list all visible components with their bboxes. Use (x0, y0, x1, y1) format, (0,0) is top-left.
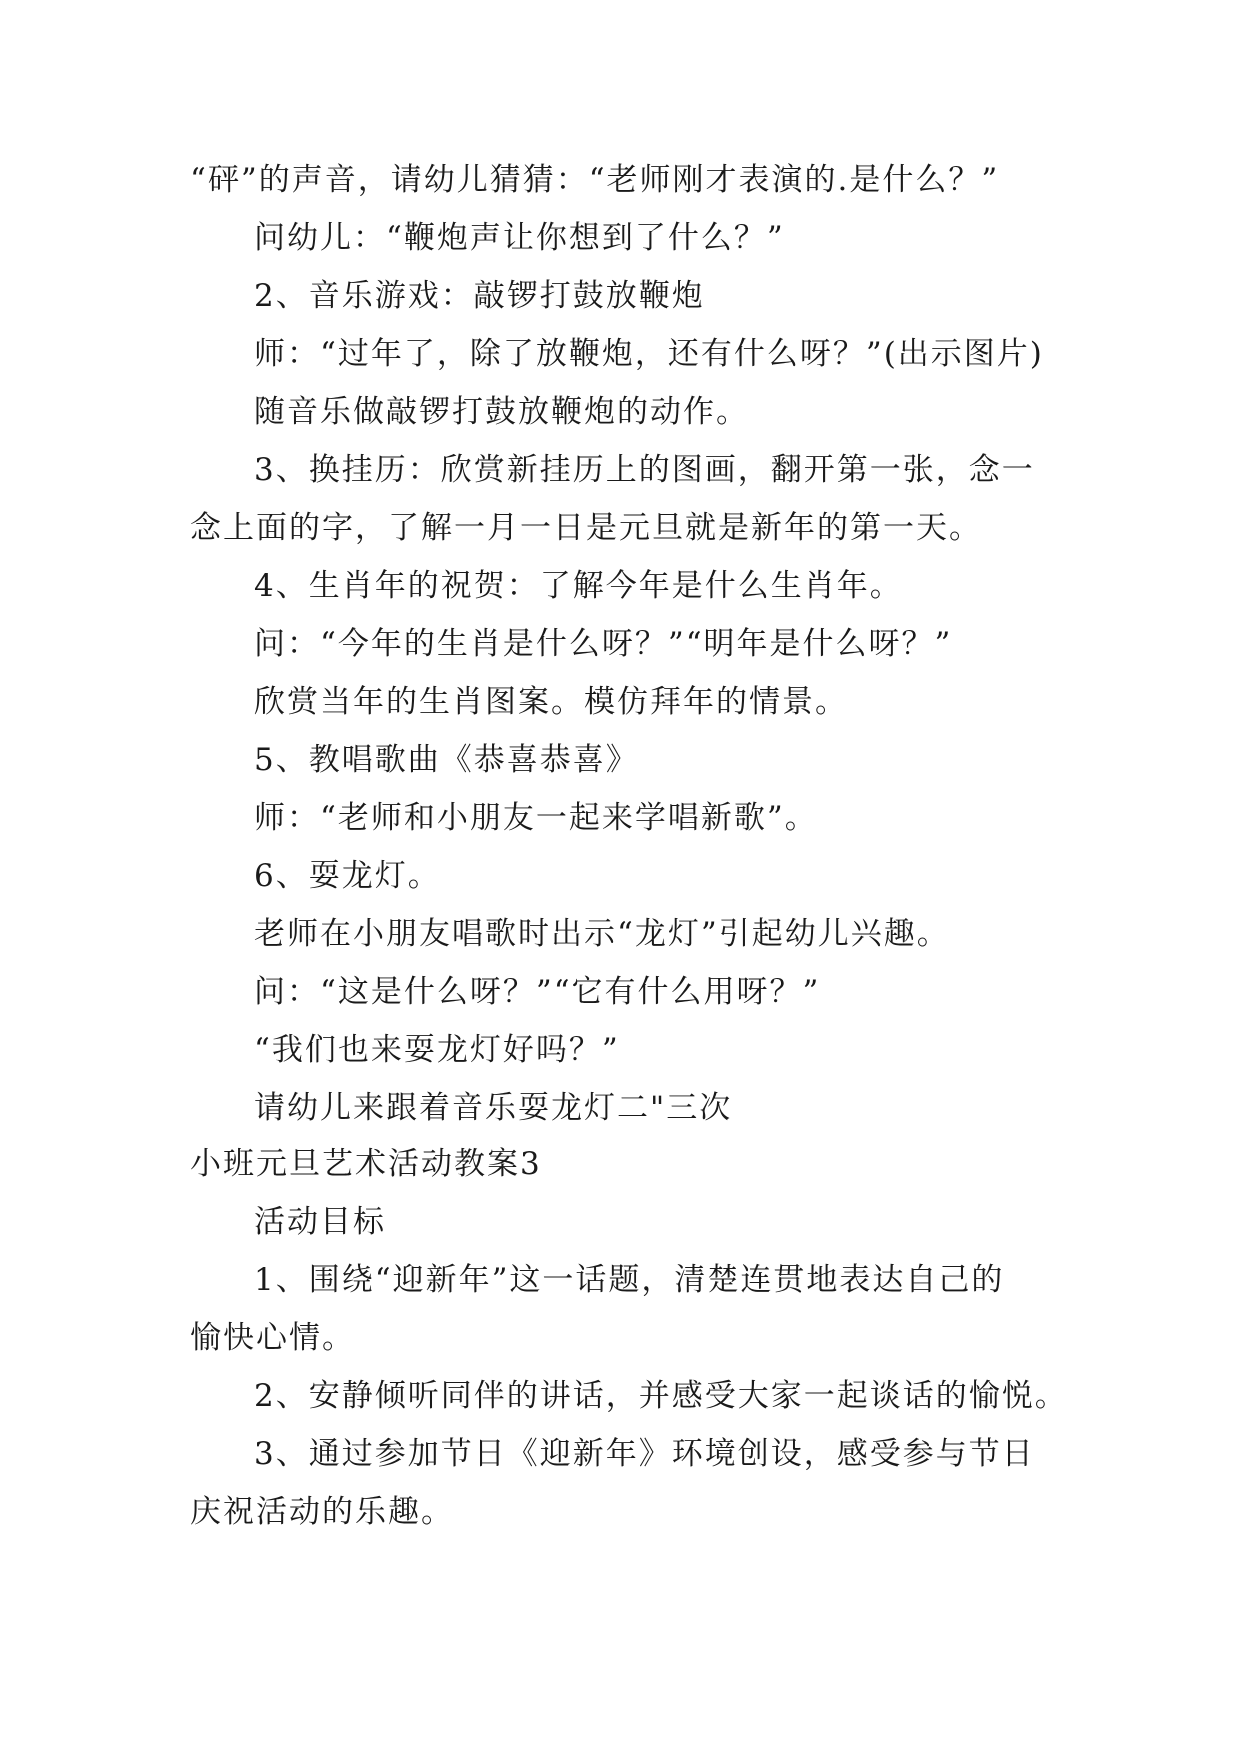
paragraph-line: 师：“老师和小朋友一起来学唱新歌”。 (254, 800, 818, 836)
paragraph-line: 问：“今年的生肖是什么呀？”“明年是什么呀？” (254, 626, 953, 662)
paragraph-line: 随音乐做敲锣打鼓放鞭炮的动作。 (254, 394, 749, 430)
section-heading: 活动目标 (254, 1204, 386, 1240)
list-item: 2、安静倾听同伴的讲话，并感受大家一起谈话的愉悦。 (254, 1378, 1068, 1414)
section-title: 小班元旦艺术活动教案3 (190, 1146, 542, 1182)
paragraph-line: 师：“过年了，除了放鞭炮，还有什么呀？”(出示图片) (254, 336, 1044, 372)
paragraph-line: “我们也来耍龙灯好吗？” (254, 1032, 620, 1068)
list-item: 2、音乐游戏：敲锣打鼓放鞭炮 (254, 278, 705, 314)
paragraph-line: 老师在小朋友唱歌时出示“龙灯”引起幼儿兴趣。 (254, 916, 950, 952)
paragraph-line: 念上面的字，了解一月一日是元旦就是新年的第一天。 (190, 510, 982, 546)
paragraph-line: 请幼儿来跟着音乐耍龙灯二"三次 (254, 1090, 733, 1126)
paragraph-line: 庆祝活动的乐趣。 (190, 1494, 454, 1530)
list-item: 6、耍龙灯。 (254, 858, 441, 894)
list-item: 3、通过参加节日《迎新年》环境创设，感受参与节日 (254, 1436, 1035, 1472)
paragraph-line: 愉快心情。 (190, 1320, 355, 1356)
list-item: 3、换挂历：欣赏新挂历上的图画，翻开第一张，念一 (254, 452, 1035, 488)
paragraph-line: 问幼儿：“鞭炮声让你想到了什么？” (254, 220, 785, 256)
list-item: 5、教唱歌曲《恭喜恭喜》 (254, 742, 639, 778)
list-item: 1、围绕“迎新年”这一话题，清楚连贯地表达自己的 (254, 1262, 1005, 1298)
paragraph-line: 欣赏当年的生肖图案。模仿拜年的情景。 (254, 684, 848, 720)
paragraph-line: “砰”的声音，请幼儿猜猜：“老师刚才表演的.是什么？” (190, 162, 1000, 198)
list-item: 4、生肖年的祝贺：了解今年是什么生肖年。 (254, 568, 903, 604)
paragraph-line: 问：“这是什么呀？”“它有什么用呀？” (254, 974, 821, 1010)
